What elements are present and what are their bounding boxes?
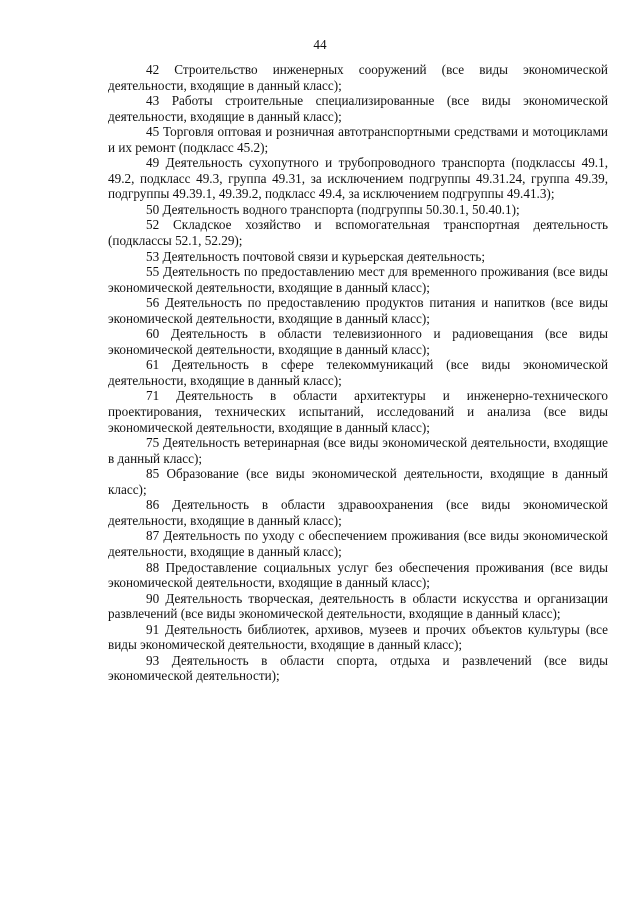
paragraph-52: 52 Складское хозяйство и вспомогательная транспортная деятельность (подклассы 52.1, 52.29); [108,217,608,249]
paragraph-60: 60 Деятельность в области телевизионного и радиовещания (все виды экономической деятельности, входящие в данный класс); [108,326,608,357]
paragraph-55: 55 Деятельность по предоставлению мест для временного проживания (все виды экономической деятельности, входящие в данный класс); [108,264,608,295]
paragraph-49: 49 Деятельность сухопутного и трубопроводного транспорта (подклассы 49.1, 49.2, подкласс 49.3, группа 49.31, за исключением подгруппы 49.31.24, группа 49.39, подгруппы 49.39.1, 49.39.2, подкласс 49.4, за исключением подгруппы 49.41.3); [108,155,608,202]
paragraph-91: 91 Деятельность библиотек, архивов, музеев и прочих объектов культуры (все виды экономической деятельности, входящие в данный класс); [108,621,608,653]
paragraph-86: 86 Деятельность в области здравоохранения (все виды экономической деятельности, входящие в данный класс); [108,497,608,528]
page-number: 44 [313,37,327,52]
paragraph-42: 42 Строительство инженерных сооружений (все виды экономической деятельности, входящие в данный класс); [108,62,608,93]
paragraph-53: 53 Деятельность почтовой связи и курьерская деятельность; [146,248,486,264]
paragraph-75: 75 Деятельность ветеринарная (все виды экономической деятельности, входящие в данный класс); [108,435,608,466]
paragraph-93: 93 Деятельность в области спорта, отдыха и развлечений (все виды экономической деятельности); [108,652,608,684]
paragraph-88: 88 Предоставление социальных услуг без обеспечения проживания (все виды экономической деятельности, входящие в данный класс); [108,559,608,591]
paragraph-45: 45 Торговля оптовая и розничная автотранспортными средствами и мотоциклами и их ремонт (подкласс 45.2); [108,124,608,155]
paragraph-50: 50 Деятельность водного транспорта (подгруппы 50.30.1, 50.40.1); [146,201,520,217]
paragraph-61: 61 Деятельность в сфере телекоммуникаций (все виды экономической деятельности, входящие в данный класс); [108,357,608,388]
paragraph-43: 43 Работы строительные специализированные (все виды экономической деятельности, входящие в данный класс); [108,93,608,124]
paragraph-56: 56 Деятельность по предоставлению продуктов питания и напитков (все виды экономической деятельности, входящие в данный класс); [108,295,608,326]
paragraph-87: 87 Деятельность по уходу с обеспечением проживания (все виды экономической деятельности, входящие в данный класс); [108,528,608,559]
paragraph-85: 85 Образование (все виды экономической деятельности, входящие в данный класс); [108,466,608,497]
paragraph-90: 90 Деятельность творческая, деятельность в области искусства и организации развлечений (все виды экономической деятельности, входящие в данный класс); [108,590,608,622]
document-body [108,62,608,684]
paragraph-71: 71 Деятельность в области архитектуры и инженерно-технического проектирования, технических испытаний, исследований и анализа (все виды экономической деятельности, входящие в данный класс); [108,388,608,435]
